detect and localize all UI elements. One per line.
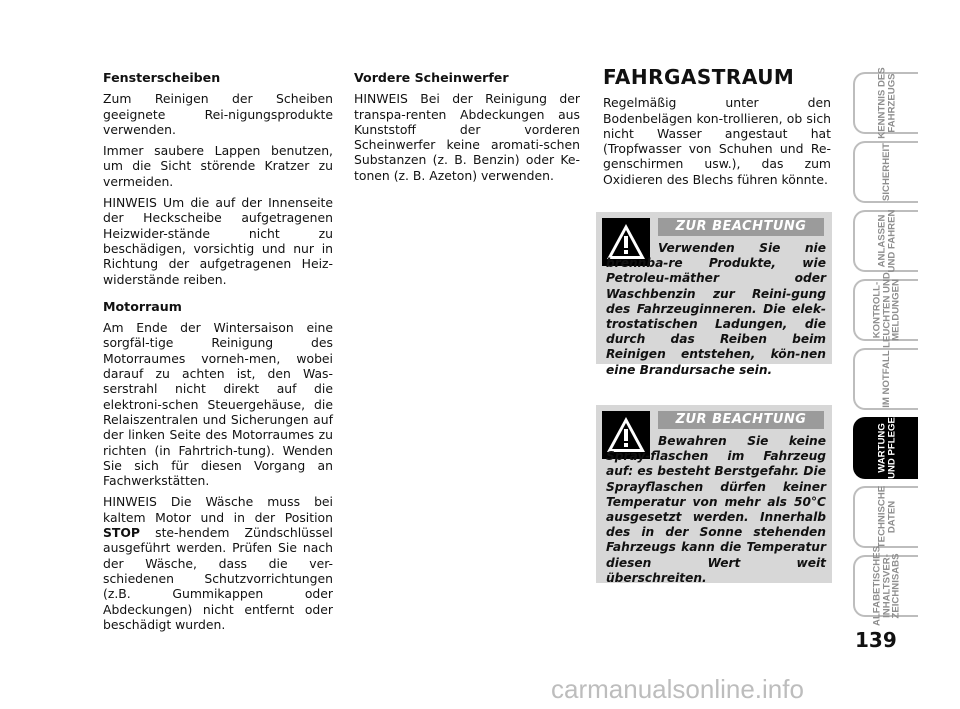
paragraph: Zum Reinigen der Scheiben geeignete Rei-nigungsprodukte verwenden. <box>103 91 333 137</box>
tab-inhaltsverzeichnis[interactable] <box>853 546 918 626</box>
warning-text: Bewahren Sie keine Spray-flaschen im Fahrzeug auf: es besteht Berstgefahr. Die Sprayflaschen dürfen keiner Temperatur von mehr als 50°C ausgesetzt werden. Innerhalb des in der Sonne stehenden Fahrzeugs kann die Temperatur diesen Wert weit überschreiten. <box>606 434 826 585</box>
tab-label: KONTROLL- LEUCHTEN UND MELDUNGEN <box>871 272 902 348</box>
column-left <box>103 70 333 638</box>
paragraph: HINWEIS Bei der Reinigung der transpa-renten Abdeckungen aus Kunststoff der vorderen Scheinwerfer keine aromati-schen Substanzen (z. B. Benzin) oder Ke-tonen (z. B. Azeton) verwenden. <box>354 91 580 183</box>
warning-box <box>596 405 832 583</box>
page-number: 139 <box>855 628 897 652</box>
tab-label: ANLASSEN UND FAHREN <box>875 209 897 273</box>
heading-motorraum: Motorraum <box>103 298 182 314</box>
paragraph-hinweis <box>103 494 333 632</box>
tab-label: TECHNISCHE DATEN <box>875 485 897 549</box>
paragraph: HINWEIS Um die auf der Innenseite der Heckscheibe aufgetragenen Heizwider-stände nicht zu beschädigen, vorsichtig und nur in Richtung der aufgetragenen Heiz-widerstände reiben. <box>103 195 333 287</box>
warning-label: ZUR BEACHTUNG <box>658 411 824 429</box>
warning-text: Verwenden Sie nie brennba-re Produkte, wie Petroleu-mäther oder Waschbenzin zur Reini-gung des Fahrzeuginneren. Die elek-trostatischen Ladungen, die durch das Reiben beim Reinigen entstehen, kön-nen eine Brandursache sein. <box>606 241 826 377</box>
section-title: FAHRGASTRAUM <box>603 65 795 89</box>
tab-kontrollleuchten[interactable] <box>853 272 918 348</box>
paragraph: Immer saubere Lappen benutzen, um die Sicht störende Kratzer zu vermeiden. <box>103 143 333 189</box>
column-right <box>603 65 831 193</box>
tab-label: KENNTNIS DES FAHRZEUGS <box>875 67 897 139</box>
heading-scheinwerfer: Vordere Scheinwerfer <box>354 70 509 85</box>
tab-kenntnis-des-fahrzeugs[interactable] <box>853 67 918 139</box>
text: HINWEIS Die Wäsche muss bei kaltem Motor und in der Position <box>103 494 333 525</box>
column-middle <box>354 70 580 189</box>
tab-label: ALFABETISCHES INHALTSVER- ZEICHNISABS <box>871 546 902 626</box>
stop-keyword: STOP <box>103 525 140 541</box>
warning-box <box>596 212 832 377</box>
watermark: carmanualsonline.info <box>551 674 804 704</box>
warning-label: ZUR BEACHTUNG <box>658 218 824 236</box>
paragraph: Am Ende der Wintersaison eine sorgfäl-tige Reinigung des Motorraumes vorneh-men, wobei darauf zu achten ist, den Was-serstrahl nicht direkt auf die elektroni-schen Steuergehäuse, die Relaiszentralen und Sicherungen auf der linken Seite des Motorraumes zu richten (in Fahrtrich-tung). Wenden Sie sich für diesen Vorgang an Fachwerkstätten. <box>103 320 333 489</box>
tab-anlassen-und-fahren[interactable] <box>853 210 918 272</box>
tab-im-notfall[interactable] <box>853 348 918 410</box>
paragraph: Regelmäßig unter den Bodenbelägen kon-trollieren, ob sich nicht Wasser angestaut hat (Tropfwasser von Schuhen und Re-genschirmen usw.), das zum Oxidieren des Blechs führen könnte. <box>603 95 831 187</box>
tab-wartung-und-pflege[interactable] <box>853 417 918 479</box>
tab-label: WARTUNG UND PFLEGE <box>875 417 897 479</box>
tab-label: IM NOTFALL <box>880 350 892 408</box>
tab-technische-daten[interactable] <box>853 486 918 548</box>
tab-sicherheit[interactable] <box>853 141 918 203</box>
heading-fensterscheiben: Fensterscheiben <box>103 70 221 85</box>
text: ste-hendem Zündschlüssel ausgeführt werden. Prüfen Sie nach der Wäsche, dass die ver-schiedenen Schutzvorrichtungen (z.B. Gummikappen oder Abdeckungen) nicht entfernt oder beschädigt wurden. <box>103 525 333 632</box>
tab-label: SICHERHEIT <box>880 142 892 202</box>
